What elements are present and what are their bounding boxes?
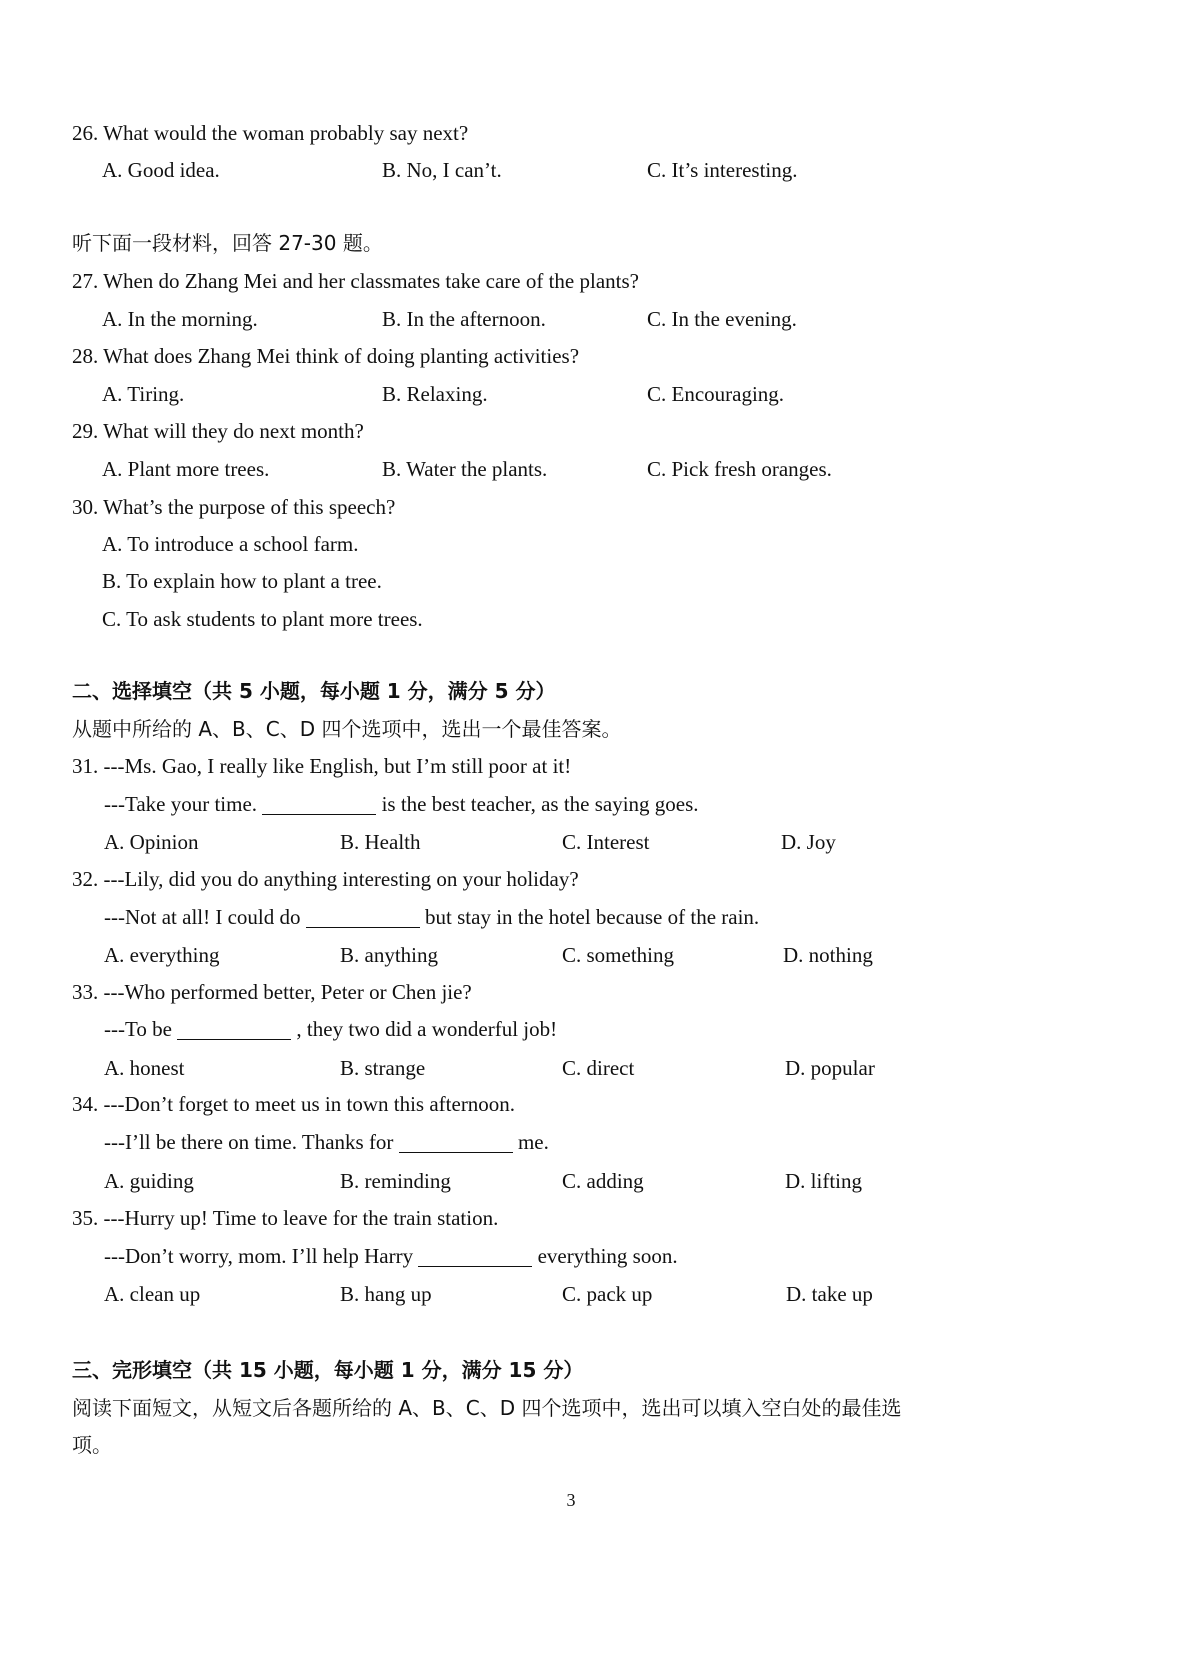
question-34-line2 — [104, 1129, 549, 1155]
page-number: 3 — [566, 1490, 576, 1510]
q31-answer-blank — [262, 794, 376, 815]
q33-option-c: C. direct — [562, 1056, 635, 1080]
q29-option-a: A. Plant more trees. — [102, 457, 270, 481]
q32-text-before-blank: ---Not at all! I could do — [104, 905, 301, 929]
q33-answer-blank — [177, 1019, 291, 1040]
question-32-line1: 32. ---Lily, did you do anything interesting on your holiday? — [72, 867, 579, 891]
q28-option-b: B. Relaxing. — [382, 382, 488, 406]
question-26-stem: 26. What would the woman probably say next? — [72, 121, 469, 145]
section-2-heading: 二、选择填空（共 5 小题，每小题 1 分，满分 5 分） — [72, 679, 556, 703]
question-33-line1: 33. ---Who performed better, Peter or Chen jie? — [72, 980, 472, 1004]
question-33-line2 — [104, 1016, 557, 1042]
q33-option-a: A. honest — [104, 1056, 185, 1080]
q26-option-c: C. It’s interesting. — [647, 158, 798, 182]
q34-option-b: B. reminding — [340, 1169, 451, 1193]
q30-option-c: C. To ask students to plant more trees. — [102, 607, 423, 631]
q31-option-c: C. Interest — [562, 830, 650, 854]
q34-answer-blank — [399, 1132, 513, 1153]
q28-option-a: A. Tiring. — [102, 382, 185, 406]
q32-option-b: B. anything — [340, 943, 438, 967]
q34-option-a: A. guiding — [104, 1169, 194, 1193]
q29-option-b: B. Water the plants. — [382, 457, 548, 481]
question-35-line2 — [104, 1243, 678, 1269]
q35-option-a: A. clean up — [104, 1282, 201, 1306]
q34-text-before-blank: ---I’ll be there on time. Thanks for — [104, 1130, 394, 1154]
q32-answer-blank — [306, 907, 420, 928]
section-3-instruction-continued: 项。 — [72, 1433, 112, 1457]
q32-text-after-blank: but stay in the hotel because of the rain. — [425, 905, 760, 929]
q27-option-c: C. In the evening. — [647, 307, 797, 331]
q31-option-d: D. Joy — [781, 830, 836, 854]
q31-text-before-blank: ---Take your time. — [104, 792, 258, 816]
q32-option-a: A. everything — [104, 943, 220, 967]
q31-option-a: A. Opinion — [104, 830, 199, 854]
q33-option-d: D. popular — [785, 1056, 875, 1080]
q34-text-after-blank: me. — [517, 1130, 549, 1154]
q35-option-c: C. pack up — [562, 1282, 653, 1306]
section-3-heading: 三、完形填空（共 15 小题，每小题 1 分，满分 15 分） — [72, 1358, 584, 1382]
q30-option-b: B. To explain how to plant a tree. — [102, 569, 382, 593]
question-29-stem: 29. What will they do next month? — [72, 419, 364, 443]
q33-text-after-blank: , they two did a wonderful job! — [296, 1017, 558, 1041]
question-28-stem: 28. What does Zhang Mei think of doing planting activities? — [72, 344, 580, 368]
q27-option-b: B. In the afternoon. — [382, 307, 546, 331]
q35-option-b: B. hang up — [340, 1282, 432, 1306]
q26-option-a: A. Good idea. — [102, 158, 220, 182]
question-30-stem: 30. What’s the purpose of this speech? — [72, 495, 396, 519]
question-34-line1: 34. ---Don’t forget to meet us in town this afternoon. — [72, 1092, 516, 1116]
q32-option-c: C. something — [562, 943, 675, 967]
q30-option-a: A. To introduce a school farm. — [102, 532, 359, 556]
q27-option-a: A. In the morning. — [102, 307, 258, 331]
question-31-line2 — [104, 791, 699, 817]
q29-option-c: C. Pick fresh oranges. — [647, 457, 832, 481]
q34-option-d: D. lifting — [785, 1169, 862, 1193]
question-31-line1: 31. ---Ms. Gao, I really like English, but I’m still poor at it! — [72, 754, 572, 778]
q33-option-b: B. strange — [340, 1056, 426, 1080]
listening-instruction: 听下面一段材料，回答 27-30 题。 — [72, 231, 383, 255]
section-3-instruction: 阅读下面短文，从短文后各题所给的 A、B、C、D 四个选项中，选出可以填入空白处的最佳选 — [72, 1396, 902, 1420]
q35-answer-blank — [418, 1246, 532, 1267]
q31-option-b: B. Health — [340, 830, 421, 854]
q26-option-b: B. No, I can’t. — [382, 158, 502, 182]
q35-text-after-blank: everything soon. — [537, 1244, 678, 1268]
question-27-stem: 27. When do Zhang Mei and her classmates take care of the plants? — [72, 269, 639, 293]
q35-option-d: D. take up — [786, 1282, 873, 1306]
q31-text-after-blank: is the best teacher, as the saying goes. — [381, 792, 699, 816]
q33-text-before-blank: ---To be — [104, 1017, 172, 1041]
q32-option-d: D. nothing — [783, 943, 873, 967]
q28-option-c: C. Encouraging. — [647, 382, 785, 406]
q34-option-c: C. adding — [562, 1169, 644, 1193]
section-2-instruction: 从题中所给的 A、B、C、D 四个选项中，选出一个最佳答案。 — [72, 717, 622, 741]
q35-text-before-blank: ---Don’t worry, mom. I’ll help Harry — [104, 1244, 414, 1268]
question-35-line1: 35. ---Hurry up! Time to leave for the train station. — [72, 1206, 499, 1230]
question-32-line2 — [104, 904, 759, 930]
